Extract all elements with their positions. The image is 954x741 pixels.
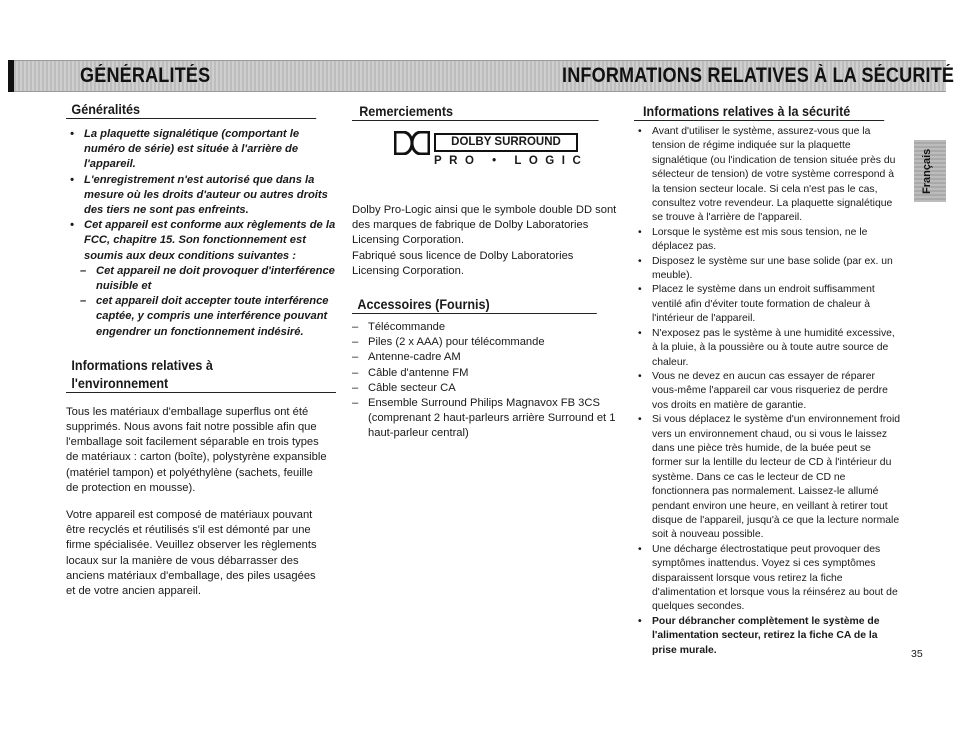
double-d-icon	[394, 131, 430, 155]
dolby-trademark-paragraph: Dolby Pro-Logic ainsi que le symbole double DD sont des marques de fabrique de Dolby Laboratories Licensing Corporation.	[352, 204, 617, 247]
section-title-securite: INFORMATIONS RELATIVES À LA SÉCURITÉ	[562, 64, 954, 87]
column-generalites	[66, 100, 338, 599]
list-item: – Cet appareil ne doit provoquer d'interférence nuisible et	[80, 264, 338, 294]
list-item: • Une décharge électrostatique peut provoquer des symptômes inattendus. Voyez si ces symptômes disparaissent lorsque vous retirez la fiche d'alimentation et lorsque vous la réinsérez au bout de quelques secondes.	[634, 543, 902, 615]
list-item: • Vous ne devez en aucun cas essayer de réparer vous-même l'appareil car vous risqueriez de perdre vos droits en matière de garantie.	[634, 370, 902, 413]
heading-remerciements: Remerciements	[352, 102, 599, 121]
list-item: • Si vous déplacez le système d'un environnement froid vers un environnement chaud, ou si vous le laissez dans une pièce très humide, de la buée peut se former sur la lentille du lecteur de CD à l'intérieur du système. Dans ce cas le lecteur de CD ne fonctionnera pas normalement. Laissez-le allumé pendant environ une heure, en veillant à retirer tout disque de l'appareil, jusqu'à ce que la lecture normale soit à nouveau possible.	[634, 413, 902, 543]
list-item: • La plaquette signalétique (comportant le numéro de série) est située à l'arrière de l'appareil.	[66, 127, 338, 173]
section-title-generalites: GÉNÉRALITÉS	[80, 64, 211, 87]
header-marker	[8, 60, 14, 92]
accessories-list	[352, 320, 618, 442]
securite-list	[634, 125, 902, 658]
list-item: • Avant d'utiliser le système, assurez-vous que la tension de régime indiquée sur la plaquette signalétique (ou l'indication de tension située près du sélecteur de tension) de votre système correspond à la tension secteur locale. Si cela n'est pas le cas, consultez votre revendeur. La plaquette signalétique se trouve à l'arrière de l'appareil.	[634, 125, 902, 226]
list-item: – Câble secteur CA	[352, 381, 618, 396]
list-item: • L'enregistrement n'est autorisé que dans la mesure où les droits d'auteur ou autres droits des tiers ne sont pas enfreints.	[66, 173, 338, 219]
list-item: – cet appareil doit accepter toute interférence captée, y compris une interférence pouvant engendrer un fonctionnement indésiré.	[80, 294, 338, 340]
list-item: – Antenne-cadre AM	[352, 350, 618, 365]
column-remerciements	[352, 102, 618, 442]
list-item: – Câble d'antenne FM	[352, 366, 618, 381]
column-securite	[634, 102, 906, 658]
list-item: • Disposez le système sur une base solide (par ex. un meuble).	[634, 255, 902, 284]
list-item: • Lorsque le système est mis sous tension, ne le déplacez pas.	[634, 226, 902, 255]
list-item: – Piles (2 x AAA) pour télécommande	[352, 335, 618, 350]
list-item: • Placez le système dans un endroit suffisamment ventilé afin d'éviter toute formation de chaleur à l'intérieur de l'appareil.	[634, 283, 902, 326]
heading-generalites: Généralités	[66, 100, 316, 119]
dolby-surround-label: DOLBY SURROUND	[434, 133, 578, 152]
list-item: • N'exposez pas le système à une humidité excessive, à la pluie, à la poussière ou à toute autre source de chaleur.	[634, 327, 902, 370]
list-item: – Télécommande	[352, 320, 618, 335]
list-item: • Pour débrancher complètement le système de l'alimentation secteur, retirez la fiche CA de la prise murale.	[634, 615, 902, 658]
language-tab	[914, 140, 946, 202]
list-item: • Cet appareil est conforme aux règlements de la FCC, chapitre 15. Son fonctionnement est soumis aux deux conditions suivantes :	[66, 218, 338, 264]
environnement-paragraph-1: Tous les matériaux d'emballage superflus ont été supprimés. Nous avons fait notre possible afin que l'emballage soit facilement séparable en trois types de matériaux : carton (boîte), polystyrène expansible (matériel tampon) et polyéthylène (sachets, feuille de protection en mousse).	[66, 405, 327, 494]
environnement-paragraph-2: Votre appareil est composé de matériaux pouvant être recyclés et réutilisés s'il est démonté par une firme spécialisée. Veuillez observer les règlements locaux sur la manière de vous débarrasser des anciens matériaux d'emballage, des piles usagées et de votre ancien appareil.	[66, 509, 317, 598]
heading-accessoires: Accessoires (Fournis)	[352, 295, 597, 314]
dolby-logo	[394, 129, 618, 179]
page-number: 35	[911, 648, 923, 660]
fcc-conditions-list	[66, 264, 338, 340]
heading-securite: Informations relatives à la sécurité	[634, 102, 884, 121]
heading-environnement-text: Informations relatives à l'environnement	[71, 356, 213, 391]
pro-logic-label: PRO • LOGIC	[434, 155, 589, 167]
heading-environnement	[66, 356, 336, 393]
list-item: – Ensemble Surround Philips Magnavox FB 3CS (comprenant 2 haut-parleurs arrière Surround et 1 haut-parleur central)	[352, 396, 618, 442]
dolby-license-paragraph: Fabriqué sous licence de Dolby Laboratories Licensing Corporation.	[352, 249, 574, 277]
generalites-list	[66, 127, 338, 264]
language-tab-label: Français	[921, 148, 933, 194]
